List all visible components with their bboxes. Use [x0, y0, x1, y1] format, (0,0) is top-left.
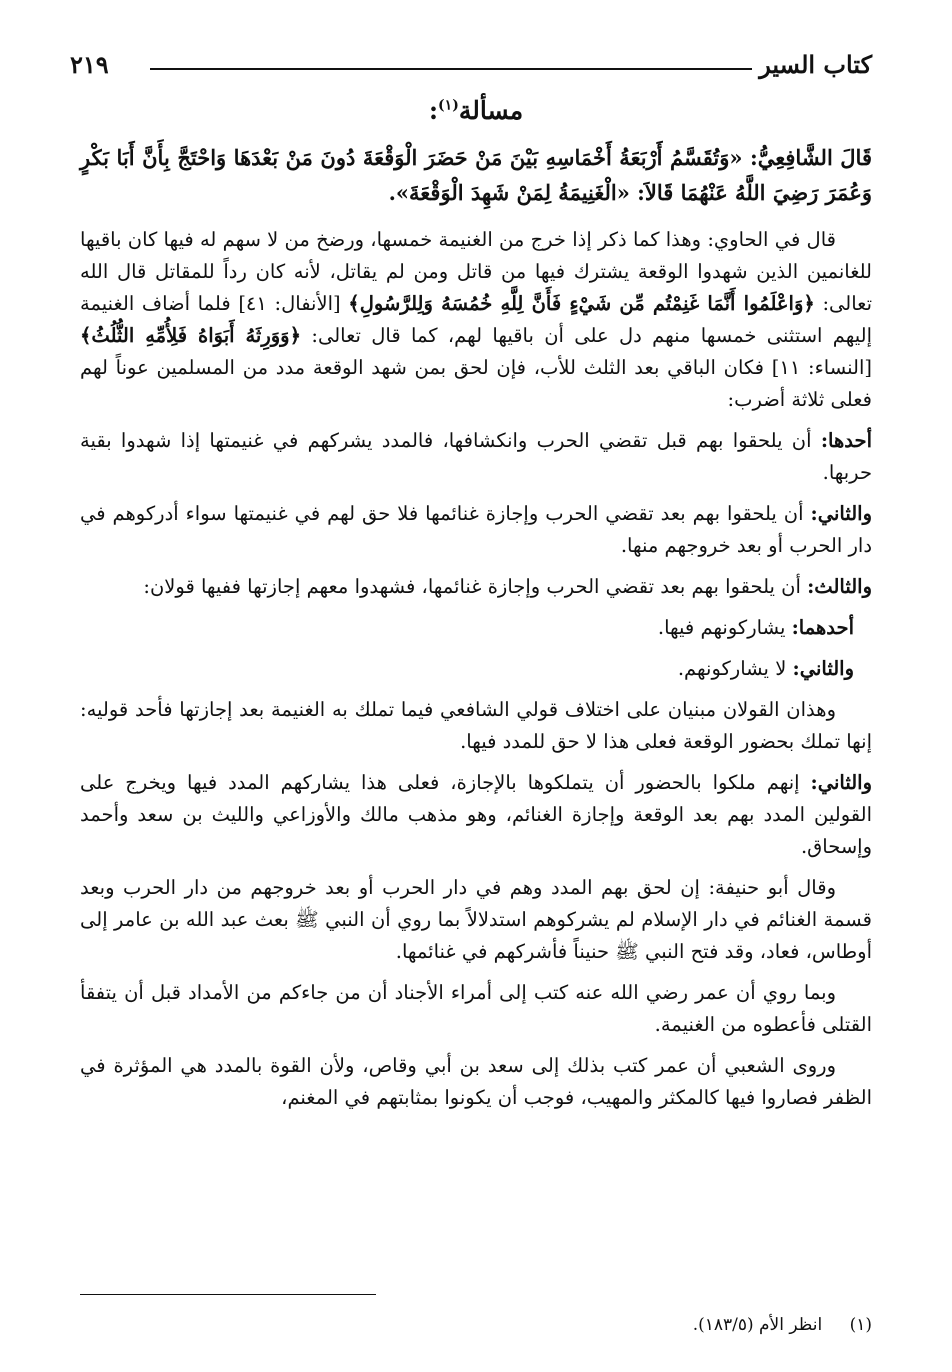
case-label: والثاني:	[810, 771, 872, 794]
paragraph-text: وبما روي أن عمر رضي الله عنه كتب إلى أمراء الأجناد أن من جاءكم من الأمداد قبل أن يتفقأ القتلى فأعطوه من الغنيمة.	[80, 981, 872, 1036]
issue-heading	[80, 96, 872, 125]
paragraph-second-opinion	[80, 767, 872, 863]
paragraph-second-case	[80, 498, 872, 562]
quran-verse-nisa: ﴿وَوَرِثَهُ أَبَوَاهُ فَلِأُمِّهِ الثُّلُثُ﴾	[80, 324, 302, 347]
footnote-rule	[80, 1294, 376, 1295]
opinion-label: أحدهما:	[791, 616, 854, 639]
opinion-text: يشاركونهم فيها.	[657, 616, 786, 639]
book-section-title: كتاب السير	[759, 50, 872, 79]
page-number: ٢١٩	[70, 50, 109, 79]
case-label: والثالث:	[807, 575, 872, 598]
paragraph-text: [النساء: ١١] فكان الباقي بعد الثلث للأب، فإن لحق بمن شهد الوقعة مدد من المسلمين عوناً لهم فعلى ثلاثة أضرب:	[80, 356, 872, 411]
paragraph-text: وهذان القولان مبنيان على اختلاف قولي الشافعي فيما تملك به الغنيمة بعد إجازتها فأحد قوليه: إنها تملك بحضور الوقعة فعلى هذا لا حق للمدد فيها.	[80, 698, 872, 753]
issue-title: مسألة	[458, 96, 524, 125]
case-label: والثاني:	[810, 502, 872, 525]
paragraph-text: [الأنفال: ٤١] فلما أضاف الغنيمة إليهم استثنى خمسها منهم دل على أن باقيها لهم، كما قال تعالى:	[80, 292, 872, 347]
issue-footnote-ref: (١)	[438, 97, 459, 114]
opinion-label: والثاني:	[792, 657, 854, 680]
paragraph-two-opinions	[80, 694, 872, 758]
paragraph-shabi	[80, 1050, 872, 1114]
running-header	[60, 50, 872, 90]
quote-speaker: قَالَ الشَّافِعِيُّ:	[750, 145, 872, 170]
paragraph-opinion-two	[80, 653, 872, 685]
footnote-number: (١)	[849, 1315, 872, 1335]
paragraph-umar	[80, 977, 872, 1041]
page-body	[80, 140, 872, 1123]
case-text: أن يلحقوا بهم بعد تقضي الحرب وإجازة غنائمها فلا حق لهم في غنيمتها سواء أدركوهم في دار الحرب أو بعد خروجهم منها.	[80, 502, 872, 557]
quote-text: «وَتُقَسَّمُ أَرْبَعَةُ أَخْمَاسِهِ بَيْنَ مَنْ حَضَرَ الْوَقْعَةَ دُونَ مَنْ بَعْدَهَا وَاحْتَجَّ بِأَنَّ أَبَا بَكْرٍ وَعُمَرَ رَضِيَ اللَّهُ عَنْهُمَا قَالاَ: «الْغَنِيمَةُ لِمَنْ شَهِدَ الْوَقْعَةَ».	[80, 145, 872, 205]
paragraph-abu-hanifa	[80, 872, 872, 968]
paragraph-text: وروى الشعبي أن عمر كتب بذلك إلى سعد بن أبي وقاص، ولأن القوة بالمدد هي المؤثرة في الظفر فصاروا فيها كالمكثر والمهيب، فوجب أن يكونوا بمثابتهم في المغنم،	[80, 1054, 872, 1109]
paragraph-first-case	[80, 425, 872, 489]
paragraph-hawi	[80, 224, 872, 416]
shafii-quote	[80, 140, 872, 210]
paragraph-third-case	[80, 571, 872, 603]
paragraph-text: وقال أبو حنيفة: إن لحق بهم المدد وهم في دار الحرب أو بعد خروجهم من دار الحرب وبعد قسمة الغنائم في دار الإسلام لم يشركوهم استدلالاً بما روي أن النبي ﷺ بعث عبد الله بن عامر إلى أوطاس، فعاد، وقد فتح النبي ﷺ حنيناً فأشركهم في غنائمها.	[80, 876, 872, 963]
paragraph-opinion-one	[80, 612, 872, 644]
case-text: أن يلحقوا بهم قبل تقضي الحرب وانكشافها، فالمدد يشركهم في غنيمتها إذا شهدوا بقية حربها.	[80, 429, 872, 484]
opinion-text: لا يشاركونهم.	[677, 657, 787, 680]
issue-colon: :	[428, 96, 439, 125]
case-label: أحدها:	[820, 429, 872, 452]
footnote-text: انظر الأم (١٨٣/٥).	[692, 1315, 823, 1335]
case-text: إنهم ملكوا بالحضور أن يتملكوها بالإجازة، فعلى هذا يشاركهم المدد فيها ويخرج على القولين المدد بهم بعد الوقعة وإجازة الغنائم، وهو مذهب مالك والأوزاعي والليث بن سعد وأحمد وإسحاق.	[80, 771, 872, 858]
case-text: أن يلحقوا بهم بعد تقضي الحرب وإجازة غنائمها، فشهدوا معهم إجازتها ففيها قولان:	[143, 575, 801, 598]
paragraph-text: قال في الحاوي: وهذا كما ذكر إذا خرج من الغنيمة خمسها، ورضخ من لا سهم له فيها كان باقيها للغانمين الذين شهدوا الوقعة يشترك فيها من قاتل ومن لم يقاتل، لأنه كان رداً للمقاتل قال الله تعالى:	[80, 228, 872, 315]
header-rule	[150, 68, 752, 70]
footnote	[80, 1312, 872, 1338]
quran-verse-anfal: ﴿وَاعْلَمُوا أَنَّمَا غَنِمْتُم مِّن شَيْءٍ فَأَنَّ لِلَّهِ خُمُسَهُ وَلِلرَّسُولِ﴾	[348, 292, 815, 315]
